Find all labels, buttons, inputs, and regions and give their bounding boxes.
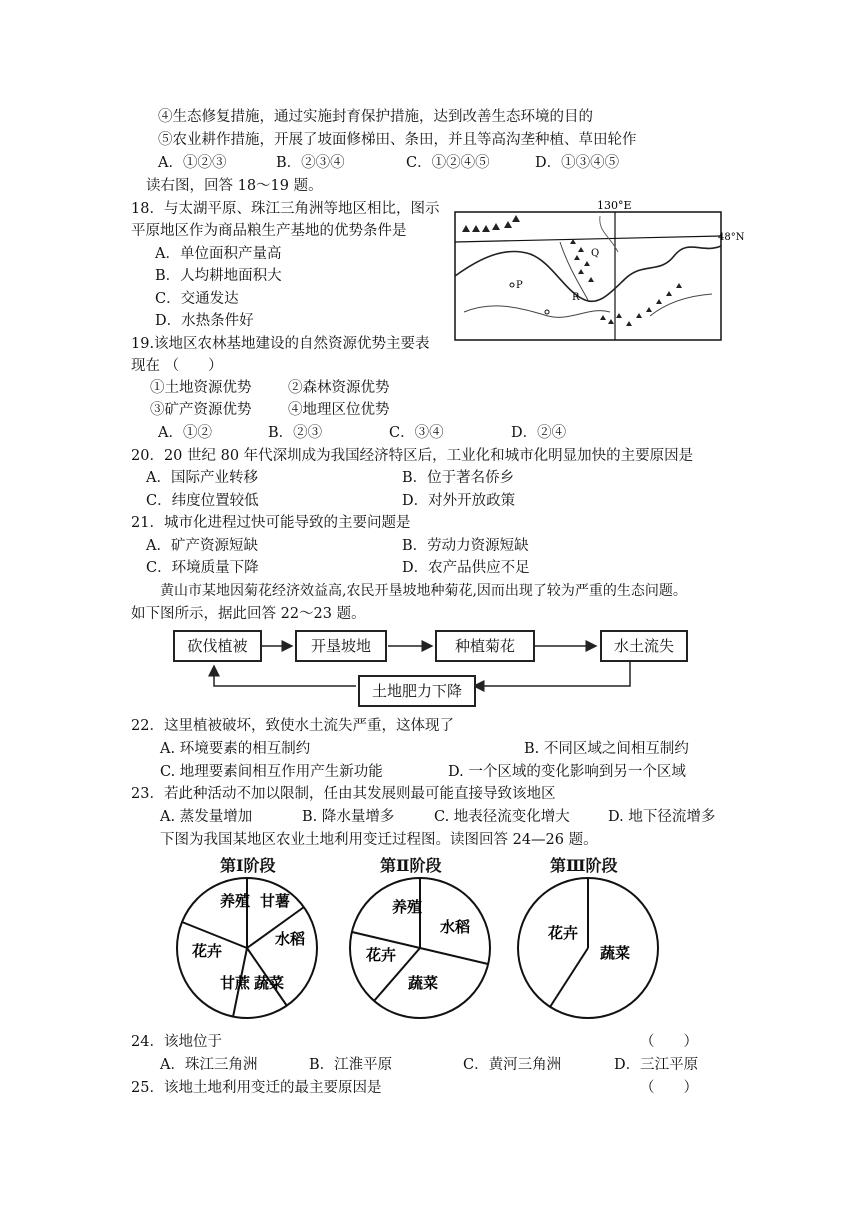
arrow-4	[474, 662, 630, 686]
pie2-label-breeding: 养殖	[392, 898, 423, 916]
arrow-5	[214, 666, 356, 686]
q24-option-b: B．江淮平原	[309, 1057, 393, 1073]
q17-item-4: ④生态修复措施，通过实施封育保护措施，达到改善生态环境的目的	[158, 109, 593, 125]
q25-answer-paren: （ ）	[640, 1080, 698, 1096]
q19-item-4: ④地理区位优势	[288, 402, 390, 418]
q19-option-a: A．①②	[158, 425, 212, 441]
intro-22-23-line1: 黄山市某地因菊花经济效益高,农民开垦坡地种菊花,因而出现了较为严重的生态问题。	[160, 583, 687, 599]
q23-option-c: C. 地表径流变化增大	[434, 809, 570, 825]
q18-option-d: D．水热条件好	[155, 313, 254, 329]
flow-box-cut-vegetation: 砍伐植被	[173, 630, 262, 662]
pie1-label-rice: 水稻	[275, 930, 306, 948]
pie3-label-flowers: 花卉	[548, 924, 579, 942]
q20-stem: 20．20 世纪 80 年代深圳成为我国经济特区后，工业化和城市化明显加快的主要原因是	[131, 448, 694, 464]
stage-2-title: 第Ⅱ阶段	[380, 856, 442, 875]
intro-24-26: 下图为我国某地区农业土地利用变迁过程图。读图回答 24—26 题。	[160, 832, 598, 848]
latitude-label: 48°N	[718, 232, 745, 243]
flow-box-soil-erosion: 水土流失	[600, 630, 688, 662]
flow-box-plant-chrysanthemum: 种植菊花	[435, 630, 535, 662]
q25-stem: 25．该地土地利用变迁的最主要原因是	[131, 1080, 382, 1096]
q21-option-c: C．环境质量下降	[146, 560, 259, 576]
q18-stem-line2: 平原地区作为商品粮生产基地的优势条件是	[131, 223, 407, 239]
longitude-label: 130°E	[597, 199, 632, 212]
q24-option-c: C．黄河三角洲	[463, 1057, 562, 1073]
q18-option-c: C．交通发达	[155, 291, 239, 307]
q22-option-d: D. 一个区域的变化影响到另一个区域	[448, 764, 686, 780]
map-label-q: Q	[591, 248, 600, 259]
q20-option-c: C．纬度位置较低	[146, 493, 259, 509]
map-frame	[455, 212, 721, 340]
region-map	[450, 196, 745, 344]
pie1-label-breeding: 养殖	[220, 892, 251, 910]
intro-18-19: 读右图，回答 18～19 题。	[146, 178, 323, 194]
q19-option-d: D．②④	[511, 425, 567, 441]
pie-stage-3	[518, 878, 658, 1018]
q19-option-c: C．③④	[389, 425, 444, 441]
q18-option-b: B．人均耕地面积大	[155, 268, 282, 284]
q19-stem-line2: 现在 （ ）	[131, 358, 223, 374]
map-label-r: R	[572, 292, 580, 303]
q22-option-c: C. 地理要素间相互作用产生新功能	[160, 764, 383, 780]
map-label-p: P	[516, 280, 523, 291]
q24-option-a: A．珠江三角洲	[160, 1057, 258, 1073]
pie1-label-flowers: 花卉	[192, 942, 223, 960]
q20-option-d: D．对外开放政策	[402, 493, 516, 509]
q24-stem: 24．该地位于	[131, 1034, 222, 1050]
q20-option-a: A．国际产业转移	[146, 470, 258, 486]
q21-option-b: B．劳动力资源短缺	[402, 538, 529, 554]
pie1-label-sweet-potato: 甘薯	[260, 892, 291, 910]
q18-option-a: A．单位面积产量高	[155, 246, 282, 262]
q22-option-b: B. 不同区域之间相互制约	[524, 741, 689, 757]
q21-option-d: D．农产品供应不足	[402, 560, 530, 576]
pie3-label-vegetables: 蔬菜	[600, 944, 631, 962]
pie2-label-vegetables: 蔬菜	[408, 974, 439, 992]
pie2-label-rice: 水稻	[440, 918, 471, 936]
pie1-label-sugarcane: 甘蔗	[220, 974, 251, 992]
pie1-label-vegetables: 蔬菜	[254, 974, 285, 992]
q22-stem: 22．这里植被破坏，致使水土流失严重，这体现了	[131, 718, 454, 734]
q24-option-d: D．三江平原	[614, 1057, 699, 1073]
q23-option-a: A. 蒸发量增加	[160, 809, 253, 825]
q24-answer-paren: （ ）	[640, 1034, 698, 1050]
q20-option-b: B．位于著名侨乡	[402, 470, 515, 486]
q22-option-a: A. 环境要素的相互制约	[160, 741, 311, 757]
q18-stem-line1: 18．与太湖平原、珠江三角洲等地区相比，图示	[131, 201, 440, 217]
flow-box-fertility-decline: 土地肥力下降	[358, 675, 476, 707]
q23-option-b: B. 降水量增多	[302, 809, 395, 825]
intro-22-23-line2: 如下图所示，据此回答 22～23 题。	[131, 606, 366, 622]
q19-stem-line1: 19.该地区农林基地建设的自然资源优势主要表	[131, 336, 430, 352]
pie-stage-2	[350, 878, 490, 1018]
q19-item-3: ③矿产资源优势	[150, 402, 252, 418]
q21-option-a: A．矿产资源短缺	[146, 538, 258, 554]
q23-stem: 23．若此种活动不加以限制，任由其发展则最可能直接导致该地区	[131, 786, 556, 802]
q19-option-b: B．②③	[268, 425, 323, 441]
q19-item-1: ①土地资源优势	[150, 380, 252, 396]
flow-box-reclaim-slope: 开垦坡地	[295, 630, 387, 662]
stage-1-title: 第Ⅰ阶段	[220, 856, 276, 875]
land-use-pies	[170, 876, 690, 1026]
q19-item-2: ②森林资源优势	[288, 380, 390, 396]
q17-option-a: A．①②③	[158, 155, 227, 171]
q17-option-d: D．①③④⑤	[535, 155, 620, 171]
q17-item-5: ⑤农业耕作措施，开展了坡面修梯田、条田，并且等高沟垄种植、草田轮作	[158, 132, 637, 148]
pie-stage-1	[177, 878, 317, 1018]
q17-option-c: C．①②④⑤	[406, 155, 490, 171]
q21-stem: 21．城市化进程过快可能导致的主要问题是	[131, 515, 411, 531]
pie2-label-flowers: 花卉	[366, 946, 397, 964]
q23-option-d: D. 地下径流增多	[608, 809, 716, 825]
stage-3-title: 第Ⅲ阶段	[550, 856, 618, 875]
q17-option-b: B．②③④	[276, 155, 345, 171]
